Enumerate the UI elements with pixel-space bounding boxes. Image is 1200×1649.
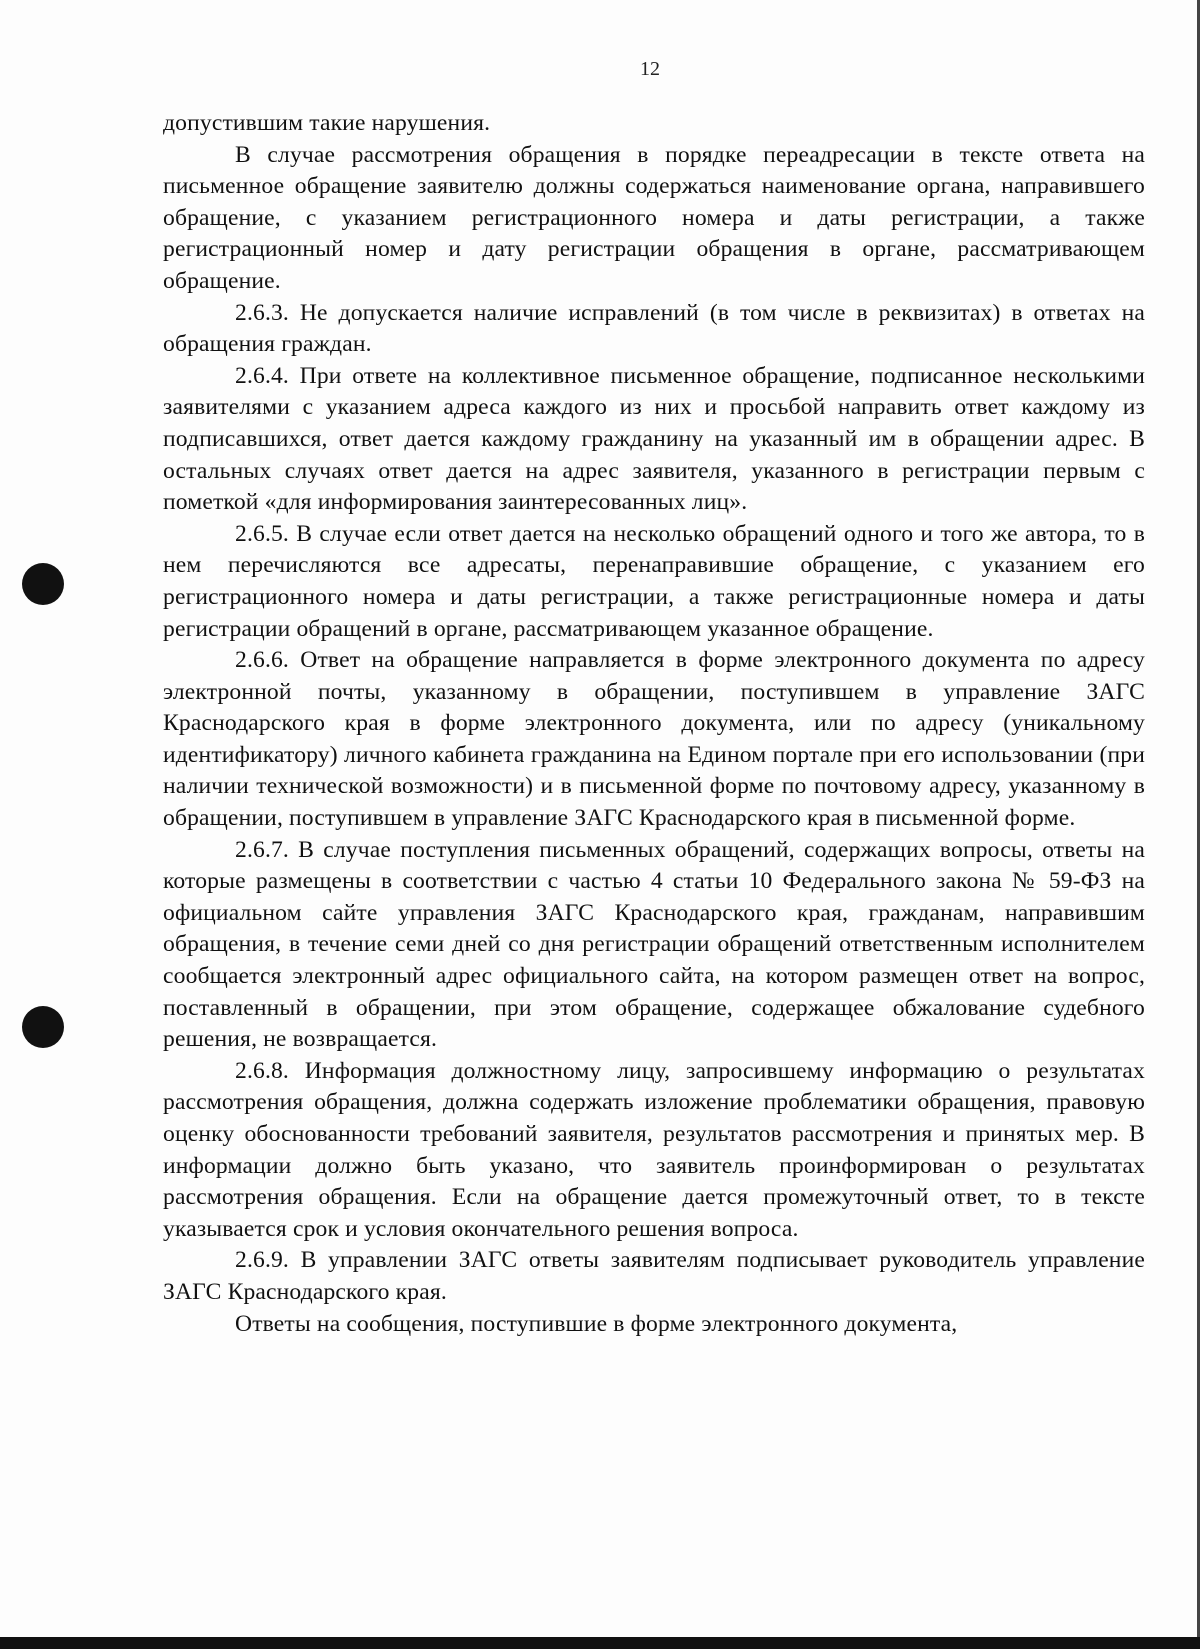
paragraph-2-6-3: 2.6.3. Не допускается наличие исправлений (в том числе в реквизитах) в ответах на обращения граждан.: [163, 299, 1145, 358]
punch-hole: [22, 563, 64, 605]
paragraph-2-6-6: 2.6.6. Ответ на обращение направляется в форме электронного документа по адресу электронной почты, указанному в обращении, поступившем в управление ЗАГС Краснодарского края в форме электронного документа, или по адресу (уникальному идентификатору) личного кабинета гражданина на Едином портале при его использовании (при наличии технической возможности) и в письменной форме по почтовому адресу, указанному в обращении, поступившем в управление ЗАГС Краснодарского края в письменной форме.: [163, 647, 1145, 832]
paragraph-2-6-9: 2.6.9. В управлении ЗАГС ответы заявителям подписывает руководитель управление ЗАГС Краснодарского края.: [163, 1247, 1145, 1305]
paragraph-2-6-4: 2.6.4. При ответе на коллективное письменное обращение, подписанное несколькими заявителями с указанием адреса каждого из них и просьбой направить ответ каждому из подписавшихся, ответ дается каждому гражданину на указанный им в обращении адрес. В остальных случаях ответ дается на адрес заявителя, указанного в регистрации первым с пометкой «для информирования заинтересованных лиц».: [163, 362, 1145, 516]
paragraph-electronic-answers: Ответы на сообщения, поступившие в форме электронного документа,: [235, 1310, 958, 1337]
paragraph-continuation: допустившим такие нарушения.: [163, 110, 491, 136]
paragraph-2-6-8: 2.6.8. Информация должностному лицу, запросившему информацию о результатах рассмотрения обращения, должна содержать изложение проблематики обращения, правовую оценку обоснованности требований заявителя, результатов рассмотрения и принятых мер. В информации должно быть указано, что заявитель проинформирован о результатах рассмотрения обращения. Если на обращение дается промежуточный ответ, то в тексте указывается срок и условия окончательного решения вопроса.: [163, 1057, 1145, 1242]
punch-hole: [22, 1006, 64, 1048]
paragraph-2-6-7: 2.6.7. В случае поступления письменных обращений, содержащих вопросы, ответы на которые размещены в соответствии с частью 4 статьи 10 Федерального закона № 59-ФЗ на официальном сайте управления ЗАГС Краснодарского края, гражданам, направившим обращения, в течение семи дней со дня регистрации обращений ответственным исполнителем сообщается электронный адрес официального сайта, на котором размещен ответ на вопрос, поставленный в обращении, при этом обращение, содержащее обжалование судебного решения, не возвращается.: [163, 836, 1145, 1053]
document-body: [163, 108, 1145, 1340]
paragraph-2-6-5: 2.6.5. В случае если ответ дается на несколько обращений одного и того же автора, то в нем перечисляются все адресаты, перенаправившие обращение, с указанием его регистрационного номера и даты регистрации, а также регистрационные номера и даты регистрации обращений в органе, рассматривающем указанное обращение.: [163, 520, 1145, 642]
paragraph-readdressing: В случае рассмотрения обращения в порядке переадресации в тексте ответа на письменное обращение заявителю должны содержаться наименование органа, направившего обращение, с указанием регистрационного номера и даты регистрации, а также регистрационный номер и дату регистрации обращения в органе, рассматривающем обращение.: [163, 141, 1145, 294]
page-number: 12: [640, 58, 660, 80]
scan-bottom-edge: [0, 1637, 1200, 1649]
